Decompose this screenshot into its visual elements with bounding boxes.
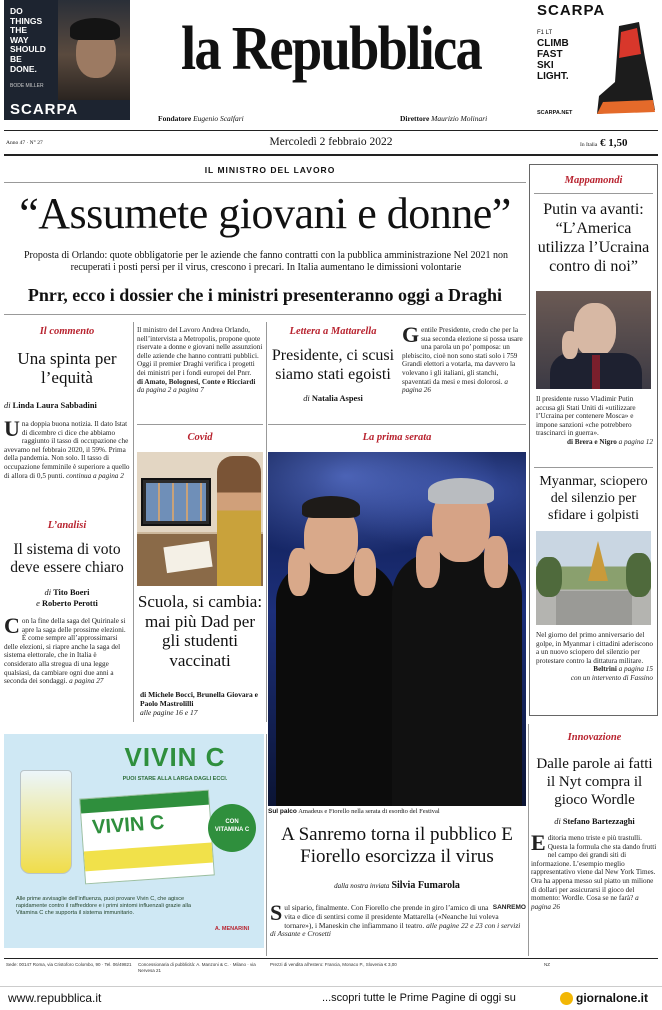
lead-kicker: IL MINISTRO DEL LAVORO	[204, 165, 336, 175]
byline-di: di	[4, 401, 11, 410]
ad-right-url: SCARPA.NET	[537, 110, 573, 116]
analisi-author-1: Tito Boeri	[53, 588, 90, 597]
analisi-title: Il sistema di voto deve essere chiaro	[10, 541, 124, 576]
tree-left	[536, 557, 562, 597]
divider	[4, 958, 658, 959]
sanremo-text	[270, 900, 526, 939]
ad-right-model: F1 LT	[537, 30, 553, 36]
sanremo-photo[interactable]	[268, 452, 526, 806]
mappamondi-body: Il presidente russo Vladimir Putin accusa gli Stati Uniti di «utilizzare l’Ucraina per contenere Mosca» e impone sanzioni «che potrebbero trascinarci in guerra».	[536, 395, 636, 438]
masthead-founder	[158, 114, 244, 123]
pack-top-band	[80, 791, 209, 814]
section-label: Mappamondi	[564, 175, 623, 186]
analisi-byline: di Tito Boeri e Roberto Perotti	[36, 588, 98, 608]
innovazione-box[interactable]	[531, 728, 658, 958]
commento-byline	[4, 401, 130, 410]
ad-left-brand: SCARPA	[10, 101, 79, 118]
commento-title: Una spinta per l’equità	[17, 349, 117, 387]
section-label: Lettera a Mattarella	[289, 326, 377, 337]
divider	[4, 154, 658, 156]
amadeus-hand-left	[288, 548, 310, 596]
section-label: La prima serata	[362, 432, 432, 443]
covid-title[interactable]: Scuola, si cambia: mai più Dad per gli studenti vaccinati	[137, 592, 263, 670]
ad-right-brand: SCARPA	[537, 2, 606, 19]
commento-text	[4, 416, 130, 480]
analisi-author-2: Roberto Perotti	[41, 599, 98, 608]
amadeus-hand-right	[354, 548, 376, 596]
myanmar-author: Beltrini	[593, 665, 617, 674]
innovazione-page: a pagina 26	[531, 894, 639, 911]
founder-name: Eugenio Scalfari	[193, 114, 244, 123]
covid-authors: di Michele Bocci, Brunella Giovara e Paolo Mastrolilli	[140, 690, 258, 708]
lettera-byline: di Natalia Aspesi	[303, 394, 363, 403]
lead-sub-headline[interactable]: Pnrr, ecco i dossier che i ministri presenteranno oggi a Draghi	[27, 285, 503, 305]
putin-hand	[562, 331, 578, 359]
footer-info	[4, 962, 658, 986]
slogan-line: WAY	[10, 34, 29, 45]
analisi-page: a pagina 27	[69, 677, 104, 686]
orlando-box[interactable]	[137, 326, 263, 395]
sanremo-pages: alle pagine 22 e 23 con i servizi di Assante e Crosetti	[270, 920, 521, 939]
section-label: Innovazione	[567, 732, 622, 743]
divider	[4, 182, 526, 183]
slogan-line: FAST	[537, 49, 563, 60]
mappamondi-page: a pagina 12	[618, 437, 653, 446]
monitor-screen	[146, 483, 206, 521]
bottom-bar	[0, 986, 662, 1010]
amadeus-hair	[302, 496, 360, 518]
fiorello-hair	[428, 478, 494, 504]
ad-vivinc[interactable]	[4, 734, 264, 948]
slogan-line: SKI	[537, 60, 554, 71]
putin-face	[574, 303, 616, 357]
ad-left-scarpa[interactable]	[4, 0, 130, 120]
mappamondi-authors: di Brera e Nigro	[567, 437, 617, 446]
sanremo-byline	[270, 880, 524, 891]
slogan-line: THINGS	[10, 15, 43, 26]
slogan-line: BE	[10, 53, 22, 64]
covid-photo[interactable]	[137, 452, 263, 586]
sanremo-caption	[268, 808, 526, 815]
section-label: Covid	[187, 432, 213, 443]
myanmar-title: Myanmar, sciopero del silenzio per sfidare i golpisti	[539, 474, 648, 523]
footer-pubblicita: Concessionaria di pubblicità: A. Manzoni & C. · Milano · via Nervesa 21	[138, 962, 256, 973]
slogan-line: DO	[10, 6, 23, 16]
analisi-box[interactable]	[4, 518, 130, 726]
innovazione-body: ditoria meno triste e più trastulli. Questa la formula che sta dando frutti nel campo dei grandi siti di informazione. L’esempio meglio rappresentativo viene dal New York Times. Ora ha appena messo sul piatto un milione di dollari per assicurarsi il gioco del momento: Wordle. Cosa se ne farà?	[531, 834, 657, 903]
promo-text: ...scopri tutte le Prime Pagine di oggi su	[322, 992, 516, 1004]
covid-pages: alle pagine 16 e 17	[140, 708, 198, 717]
ad-right-slogan	[537, 38, 569, 82]
founder-label: Fondatore	[158, 114, 192, 123]
vivinc-badge	[208, 804, 256, 852]
lead-headline[interactable]: “Assumete giovani e donne”	[19, 189, 511, 238]
myanmar-extra: con un intervento di Fassino	[570, 673, 653, 682]
tree-right	[626, 553, 651, 597]
vivinc-pack	[79, 790, 215, 885]
drop-cap: E	[531, 830, 546, 855]
column-divider	[266, 734, 267, 956]
slogan-line: LIGHT.	[537, 71, 569, 82]
vivinc-glass	[20, 770, 72, 874]
amadeus-body	[276, 562, 396, 806]
footer-code: NZ	[544, 962, 550, 967]
vivinc-legal: Alle prime avvisaglie dell’influenza, puoi provare Vivin C, che agisce rapidamente contro il raffreddore e i primi sintomi influenzali grazie alla Vitamina C che supporta il sistema immunitario.	[16, 896, 191, 916]
fiorello-body	[392, 552, 522, 806]
myanmar-page: a pagina 15	[618, 665, 653, 674]
orlando-byline	[137, 378, 263, 395]
lettera-page: a pagina 26	[402, 377, 508, 395]
pagoda	[588, 541, 608, 581]
mappamondi-text	[536, 395, 653, 447]
analisi-text	[4, 613, 130, 686]
badge-line: VITAMINA C	[214, 827, 250, 833]
slogan-line: SHOULD	[10, 44, 46, 55]
divider	[534, 467, 653, 468]
giornalone-logo-icon	[560, 992, 573, 1005]
myanmar-photo	[536, 531, 651, 625]
orlando-pages: da pagina 2 a pagina 7	[137, 386, 204, 395]
sanremo-title[interactable]: A Sanremo torna il pubblico E Fiorello esorcizza il virus	[281, 824, 513, 867]
mappamondi-box[interactable]	[529, 164, 658, 716]
drop-cap: G	[402, 322, 420, 347]
commento-box[interactable]	[4, 322, 130, 518]
sanremo-author: Silvia Fumarola	[391, 880, 460, 891]
issue-number: Anno 47 · N° 27	[6, 140, 43, 146]
ski-boot-icon	[589, 18, 657, 118]
lettera-text	[402, 322, 526, 395]
director-label: Direttore	[400, 114, 430, 123]
putin-tie	[592, 355, 600, 389]
drop-cap: U	[4, 416, 20, 441]
vivinc-tag: PUOI STARE ALLA LARGA DAGLI ECCI.	[122, 776, 228, 782]
fiorello-hand-right	[484, 536, 508, 588]
divider	[4, 314, 526, 315]
innovazione-byline: di Stefano Bartezzaghi	[554, 817, 635, 826]
price-label: In Italia	[580, 142, 598, 148]
caption-text: Amadeus e Fiorello nella serata di esordio del Festival	[298, 808, 440, 815]
lettera-box[interactable]	[268, 322, 398, 420]
ad-left-athlete: BODE MILLER	[10, 83, 44, 89]
fiorello-hand-left	[416, 536, 440, 588]
director-name: Maurizio Molinari	[431, 114, 488, 123]
myanmar-text	[536, 631, 653, 683]
footer-sede: Sede: 00147 Roma, via Cristoforo Colombo, 90 · Tel. 06/49821	[6, 962, 132, 967]
divider	[534, 193, 653, 194]
footer-prezzi: Prezzi di vendita all’estero: Francia, Monaco P., Slovenia € 3,00	[270, 962, 397, 967]
divider	[4, 130, 658, 131]
sanremo-kicker: SANREMO	[492, 904, 526, 911]
lettera-body: entile Presidente, credo che per la sua seconda elezione si possa usare una parola un po’ pomposa: un plebiscito, cioè non sono stati solo i 759 Grandi elettori a votarla, ma davvero la volevano i gli italiani, gli stanchi, spaventati da mesi e mesi dolorosi.	[402, 326, 523, 386]
commento-continua: continua a pagina 2	[66, 471, 124, 480]
road	[556, 591, 632, 625]
column-divider	[266, 322, 267, 722]
column-divider	[133, 322, 134, 722]
lettera-title: Presidente, ci scusi siamo stati egoisti	[271, 347, 395, 383]
section-label: L’analisi	[47, 520, 87, 531]
section-label: Il commento	[39, 326, 95, 337]
orlando-authors: di Amato, Bolognesi, Conte e Ricciardi	[137, 377, 256, 386]
masthead-title[interactable]: la Repubblica	[180, 15, 481, 83]
covid-byline	[140, 690, 262, 717]
innovazione-text	[531, 830, 658, 911]
price-value: € 1,50	[600, 137, 628, 149]
photo-child	[217, 456, 261, 586]
commento-author: Linda Laura Sabbadini	[12, 401, 97, 410]
column-divider	[528, 724, 529, 956]
ad-left-helmet	[70, 18, 120, 40]
vivinc-maker: A. MENARINI	[214, 926, 250, 932]
pack-yellow-band	[84, 843, 213, 872]
divider	[137, 424, 263, 425]
innovazione-title: Dalle parole ai fatti il Nyt compra il gioco Wordle	[536, 756, 653, 808]
lettera-author: Natalia Aspesi	[311, 394, 363, 403]
badge-line: CON	[225, 819, 239, 825]
drop-cap: C	[4, 613, 20, 638]
giornalone-link[interactable]: giornalone.it	[576, 991, 648, 1005]
slogan-line: CLIMB	[537, 38, 569, 49]
analisi-body: on la fine della saga del Quirinale si apre la saga delle prossime elezioni. È come sempre all’approssimarsi delle elezioni, si riapre anche la saga del sistema elettorale, che in Italia è considerato alla stregua di una legge qualsiasi, da cambiare ogni due anni a seconda dei sondaggi.	[4, 617, 126, 686]
masthead-director	[400, 114, 487, 123]
date: Mercoledì 2 febbraio 2022	[269, 136, 393, 148]
mappamondi-title: Putin va avanti: “L’America utilizza l’Ucraina contro di noi”	[537, 201, 650, 275]
drop-cap: S	[270, 900, 283, 925]
innovazione-author: Stefano Bartezzaghi	[562, 817, 635, 826]
divider	[268, 424, 526, 425]
caption-label: Sul palco	[268, 808, 297, 815]
myanmar-body: Nel giorno del primo anniversario del golpe, in Myanmar i cittadini aderiscono a un nuovo sciopero del silenzio per protestare contro la dittatura militare.	[536, 631, 653, 665]
ad-left-slogan	[10, 7, 46, 74]
ad-right-scarpa[interactable]	[533, 0, 658, 122]
sanremo-body: ul sipario, finalmente. Con Fiorello che prende in giro l’amico di una vita e dice di sentirsi come il presidente Mattarella («Neanche lui voleva tornare»), i Maneskin che infiammano il teatro.	[284, 903, 499, 930]
slogan-line: THE	[10, 25, 27, 36]
commento-body: na doppia buona notizia. Il dato Istat di dicembre ci dice che abbiamo raggiunto il tasso di occupazione che avevamo nel febbraio 2020, il 59%. Prima della pandemia. Non solo. Il tasso di occupazione femminile è superiore a quello di allora di 0,5 punti.	[4, 420, 130, 480]
orlando-text: Il ministro del Lavoro Andrea Orlando, nell’intervista a Metropolis, propone quote riservate a donne e giovani nelle assunzioni delle aziende che hanno contratti pubblici. Oggi il premier Draghi verifica i progetti dei ministri per i fondi europei del Pnrr.	[137, 326, 263, 377]
byline-inviata: dalla nostra inviata	[334, 882, 390, 890]
photo-monitor	[141, 478, 211, 526]
putin-photo	[536, 291, 651, 389]
vivinc-pack-name: VIVIN C	[91, 811, 166, 839]
lead-summary: Proposta di Orlando: quote obbligatorie per le aziende che fanno contratti con la pubblica amministrazione Nel 2021 non recuperati i posti persi per il virus, crescono i precari. In Italia aumentano le dimissioni volontarie	[23, 250, 509, 273]
vivinc-brand: VIVIN C	[124, 742, 226, 772]
site-link[interactable]: www.repubblica.it	[8, 991, 102, 1005]
price	[580, 137, 628, 149]
slogan-line: DONE.	[10, 63, 37, 74]
